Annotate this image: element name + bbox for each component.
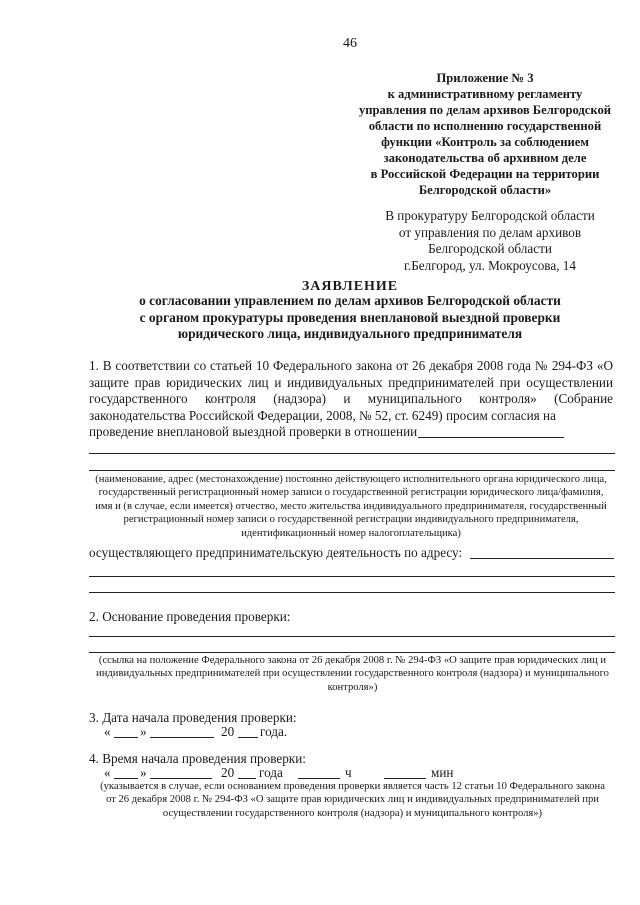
addressee-block [360,208,620,274]
page-number: 46 [343,36,357,51]
date-day-blank[interactable] [114,737,138,738]
appendix-line: функции «Контроль за соблюдением [381,135,589,149]
addressee-line: г.Белгород, ул. Мокроусова, 14 [403,257,576,273]
time-open-quote: « [104,765,111,780]
time-year-blank[interactable] [238,778,256,779]
appendix-header [335,70,635,198]
addressee-line: Белгородской области [428,241,552,256]
appendix-line: управления по делам архивов Белгородской [358,103,612,117]
section-4-label: 4. Время начала проведения проверки: [89,751,306,766]
paragraph-1-body: 1. В соответствии со статьей 10 Федерального закона от 26 декабря 2008 года № 294-ФЗ «О защите прав юридических лиц и индивидуальных предпринимателей при осуществлении государственного контроля (надзора) и муниципального контроля» (Собрание законодательства Российской Федерации, 2008, № 52, ст. 6249) просим согласия на [89,358,613,423]
document-title: ЗАЯВЛЕНИЕ [301,279,399,294]
appendix-line: в Российской Федерации на территории [370,167,600,181]
date-year-prefix: 20 [221,724,235,739]
subject-blank-line-1[interactable] [89,453,615,454]
appendix-line: Приложение № 3 [436,71,534,85]
paragraph-1-last-line: проведение внеплановой выездной проверки в отношении [89,424,418,439]
subject-caption-note: (наименование, адрес (местонахождение) постоянно действующего исполнительного органа юридического лица, государственный регистрационный номер записи о государственной регистрации юридического лица/фамилия, имя и (в случае, если имеется) отчество, место жительства индивидуального предпринимателя, государственный регистрационный номер записи о государственной регистрации индивидуального предпринимателя, идентификационный номер налогоплательщика) [95,474,607,539]
address-blank-inline[interactable] [470,558,614,559]
addressee-line: от управления по делам архивов [398,224,582,240]
document-subtitle [60,293,640,343]
date-year-blank[interactable] [238,737,258,738]
date-month-blank[interactable] [150,737,214,738]
address-label: осуществляющего предпринимательскую деятельность по адресу: [89,545,463,560]
subject-blank-line-2[interactable] [89,470,615,471]
time-hours-unit: ч [345,765,352,780]
section-3-label: 3. Дата начала проведения проверки: [89,710,297,725]
time-day-blank[interactable] [114,778,138,779]
basis-blank-line-1[interactable] [89,636,615,637]
date-open-quote: « [104,724,111,739]
time-month-blank[interactable] [150,778,212,779]
subject-blank-inline[interactable] [418,437,564,438]
date-year-suffix: года. [260,724,288,739]
basis-caption-note: (ссылка на положение Федерального закона от 26 декабря 2008 г. № 294-ФЗ «О защите прав юридических лиц и индивидуальных предпринимателей при осуществлении государственного контроля (надзора) и муниципального контроля») [96,655,609,693]
time-close-quote: » [140,765,147,780]
appendix-line: законодательства об архивном деле [383,151,587,165]
subtitle-line: с органом прокуратуры проведения внеплановой выездной проверки [139,309,561,325]
appendix-line: к административному регламенту [387,87,583,101]
addressee-line: В прокуратуру Белгородской области [385,208,595,223]
paragraph-1 [89,358,613,424]
basis-blank-line-2[interactable] [89,652,615,653]
time-year-word: года [259,765,283,780]
address-blank-line-1[interactable] [89,576,615,577]
address-blank-line-2[interactable] [89,592,615,593]
appendix-line: области по исполнению государственной [368,119,602,133]
time-hours-blank[interactable] [298,778,340,779]
time-minutes-blank[interactable] [384,778,426,779]
time-caption-note: (указывается в случае, если основанием проведения проверки является часть 12 статьи 10 Федерального закона от 26 декабря 2008 г. № 294-ФЗ «О защите прав юридических лиц и индивидуальных предпринимателей при осуществлении государственного контроля (надзора) и муниципального контроля») [100,781,605,819]
section-2-label: 2. Основание проведения проверки: [89,609,291,624]
subtitle-line: юридического лица, индивидуального предпринимателя [177,326,523,341]
subtitle-line: о согласовании управлением по делам архивов Белгородской области [139,293,561,308]
date-close-quote: » [140,724,147,739]
time-minutes-unit: мин [431,765,454,780]
time-year-prefix: 20 [221,765,235,780]
appendix-line: Белгородской области» [418,183,552,197]
